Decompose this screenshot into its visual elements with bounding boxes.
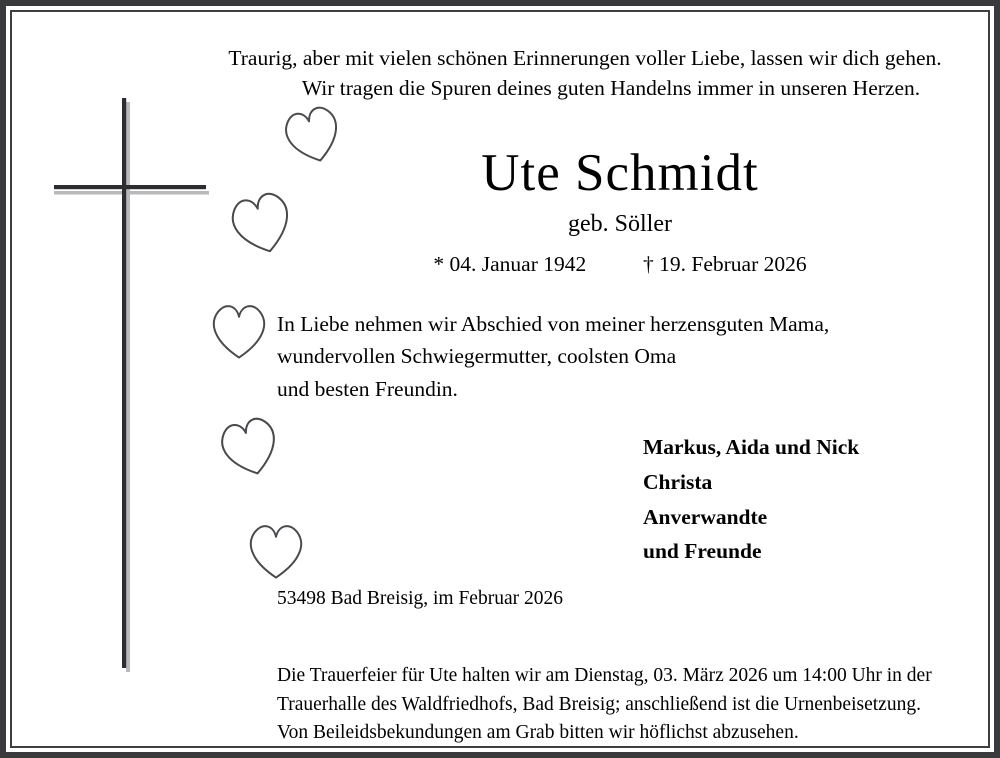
death-date: † 19. Februar 2026	[643, 251, 807, 276]
ceremony-line-2: Trauerhalle des Waldfriedhofs, Bad Breisig; anschließend ist die Urnenbeisetzung.	[277, 693, 921, 715]
message-line-2: wundervollen Schwiegermutter, coolsten Oma	[277, 344, 677, 369]
quote-line-1: Traurig, aber mit vielen schönen Erinnerungen voller Liebe, lassen wir dich gehen.	[228, 46, 942, 70]
ceremony-line-3: Von Beileidsbekundungen am Grab bitten wir höflichst abzusehen.	[277, 722, 799, 744]
deceased-maiden-name: geb. Söller	[568, 210, 672, 237]
deceased-block	[240, 146, 1000, 277]
signature-line-2: Christa	[643, 469, 713, 494]
deceased-life-dates	[240, 252, 1000, 277]
heart-3-icon	[208, 302, 270, 360]
ceremony-line-1: Die Trauerfeier für Ute halten wir am Dienstag, 03. März 2026 um 14:00 Uhr in der	[277, 665, 932, 686]
deceased-name: Ute Schmidt	[481, 144, 759, 202]
bereaved-signatures	[643, 430, 983, 569]
signature-line-4: und Freunde	[643, 539, 762, 564]
message-line-3: und besten Freundin.	[277, 376, 458, 401]
signature-line-3: Anverwandte	[643, 504, 768, 529]
place-and-date: 53498 Bad Breisig, im Februar 2026	[277, 588, 563, 609]
birth-date: * 04. Januar 1942	[433, 251, 587, 276]
signature-line-1: Markus, Aida und Nick	[643, 435, 860, 459]
message-line-1: In Liebe nehmen wir Abschied von meiner herzensguten Mama,	[277, 312, 830, 336]
quote-line-2: Wir tragen die Spuren deines guten Handelns immer in unseren Herzen.	[301, 75, 921, 100]
memorial-cross-icon	[30, 80, 230, 680]
memorial-quote	[190, 44, 980, 103]
heart-5-icon	[245, 522, 307, 580]
ceremony-details	[277, 662, 957, 748]
farewell-message	[277, 308, 917, 405]
